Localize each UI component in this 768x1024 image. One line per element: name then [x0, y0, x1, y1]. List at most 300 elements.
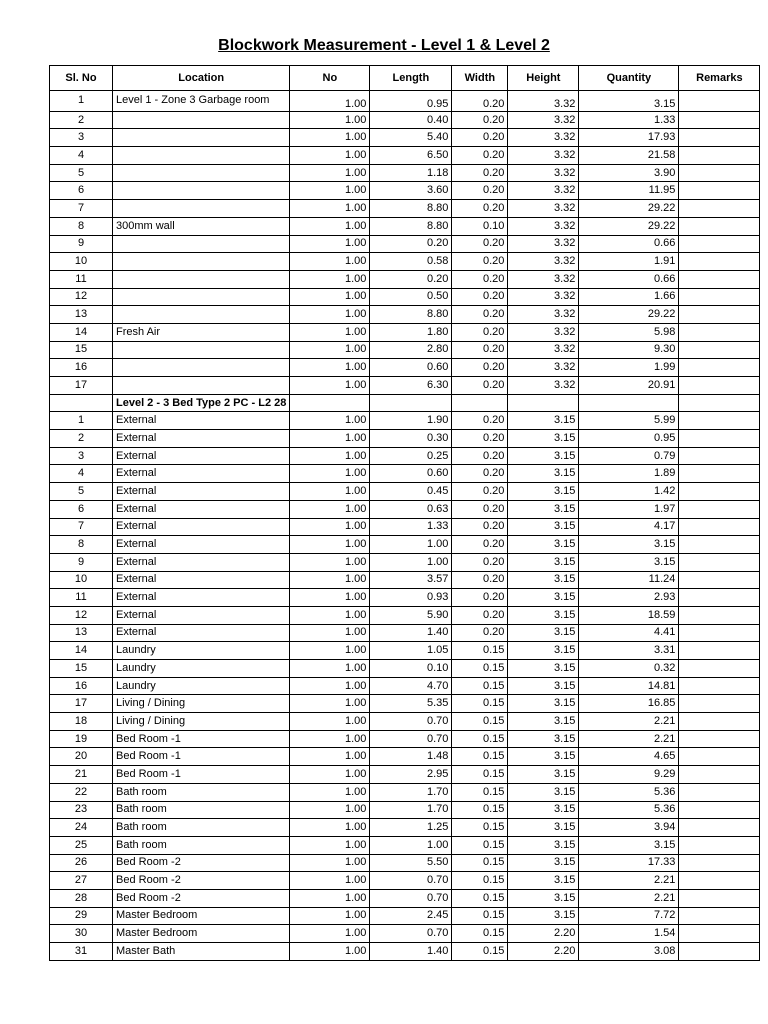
cell-no: 1.00	[290, 695, 370, 713]
cell-width: 0.15	[452, 783, 508, 801]
cell-quantity: 3.08	[579, 943, 679, 961]
cell-sl-no: 6	[50, 500, 113, 518]
cell-height: 3.15	[508, 783, 579, 801]
table-row	[50, 854, 760, 872]
cell-width: 0.15	[452, 889, 508, 907]
cell-location: Bath room	[113, 836, 290, 854]
cell-sl-no: 27	[50, 872, 113, 890]
table-row	[50, 200, 760, 218]
cell-remarks	[679, 907, 760, 925]
cell-width: 0.20	[452, 182, 508, 200]
cell-height: 3.15	[508, 907, 579, 925]
cell-location	[113, 288, 290, 306]
table-row	[50, 447, 760, 465]
cell-sl-no: 15	[50, 341, 113, 359]
cell-width: 0.20	[452, 91, 508, 112]
cell-quantity: 3.31	[579, 642, 679, 660]
table-row	[50, 536, 760, 554]
cell-location	[113, 270, 290, 288]
cell-height: 3.32	[508, 164, 579, 182]
cell-length: 0.50	[370, 288, 452, 306]
cell-no: 1.00	[290, 854, 370, 872]
cell-length: 1.18	[370, 164, 452, 182]
section-heading: Level 2 - 3 Bed Type 2 PC - L2 28	[113, 394, 290, 412]
cell-no: 1.00	[290, 359, 370, 377]
cell-sl-no	[50, 394, 113, 412]
cell-length: 0.40	[370, 111, 452, 129]
header-quantity: Quantity	[579, 66, 679, 91]
cell-height: 3.32	[508, 288, 579, 306]
cell-width: 0.15	[452, 677, 508, 695]
cell-sl-no: 17	[50, 695, 113, 713]
table-row	[50, 164, 760, 182]
cell-sl-no: 21	[50, 766, 113, 784]
cell-no: 1.00	[290, 713, 370, 731]
cell-location	[113, 164, 290, 182]
cell-remarks	[679, 147, 760, 165]
cell-width: 0.20	[452, 270, 508, 288]
cell-width: 0.15	[452, 907, 508, 925]
cell-length: 5.35	[370, 695, 452, 713]
table-row	[50, 377, 760, 395]
cell-location: External	[113, 624, 290, 642]
cell-no: 1.00	[290, 235, 370, 253]
cell-remarks	[679, 606, 760, 624]
cell-remarks	[679, 129, 760, 147]
cell-width: 0.20	[452, 377, 508, 395]
table-row	[50, 235, 760, 253]
cell-location: External	[113, 465, 290, 483]
cell-length: 4.70	[370, 677, 452, 695]
cell-no: 1.00	[290, 430, 370, 448]
cell-quantity: 1.66	[579, 288, 679, 306]
cell-remarks	[679, 783, 760, 801]
cell-no: 1.00	[290, 483, 370, 501]
cell-no: 1.00	[290, 730, 370, 748]
cell-location: Laundry	[113, 642, 290, 660]
cell-quantity: 3.90	[579, 164, 679, 182]
cell-height: 3.15	[508, 412, 579, 430]
cell-width: 0.20	[452, 129, 508, 147]
cell-length: 1.05	[370, 642, 452, 660]
cell-no: 1.00	[290, 200, 370, 218]
cell-no: 1.00	[290, 943, 370, 961]
cell-width: 0.20	[452, 323, 508, 341]
cell-remarks	[679, 377, 760, 395]
cell-length: 6.30	[370, 377, 452, 395]
cell-height: 3.32	[508, 235, 579, 253]
table-row	[50, 288, 760, 306]
table-row	[50, 323, 760, 341]
cell-length: 1.25	[370, 819, 452, 837]
cell-sl-no: 25	[50, 836, 113, 854]
table-row	[50, 783, 760, 801]
cell-quantity: 29.22	[579, 306, 679, 324]
cell-remarks	[679, 801, 760, 819]
cell-length: 0.20	[370, 270, 452, 288]
table-row	[50, 500, 760, 518]
cell-length: 0.70	[370, 925, 452, 943]
cell-sl-no: 24	[50, 819, 113, 837]
cell-remarks	[679, 748, 760, 766]
cell-height: 3.32	[508, 182, 579, 200]
cell-remarks	[679, 660, 760, 678]
cell-remarks	[679, 323, 760, 341]
cell-location: Level 1 - Zone 3 Garbage room	[113, 91, 290, 112]
cell-height: 3.32	[508, 323, 579, 341]
cell-quantity: 1.33	[579, 111, 679, 129]
cell-location: External	[113, 589, 290, 607]
cell-quantity: 9.29	[579, 766, 679, 784]
cell-location: Bed Room -1	[113, 748, 290, 766]
header-no: No	[290, 66, 370, 91]
cell-sl-no: 14	[50, 642, 113, 660]
cell-no: 1.00	[290, 819, 370, 837]
cell-location: Living / Dining	[113, 713, 290, 731]
cell-width: 0.15	[452, 872, 508, 890]
table-row	[50, 801, 760, 819]
cell-quantity: 5.98	[579, 323, 679, 341]
cell-width: 0.20	[452, 341, 508, 359]
cell-width: 0.15	[452, 713, 508, 731]
cell-remarks	[679, 447, 760, 465]
cell-height: 3.32	[508, 377, 579, 395]
cell-location	[113, 147, 290, 165]
cell-no: 1.00	[290, 783, 370, 801]
cell-height: 3.32	[508, 359, 579, 377]
cell-sl-no: 20	[50, 748, 113, 766]
cell-location: Bed Room -2	[113, 889, 290, 907]
cell-width: 0.20	[452, 589, 508, 607]
cell-width: 0.15	[452, 854, 508, 872]
cell-quantity: 4.65	[579, 748, 679, 766]
cell-width: 0.20	[452, 571, 508, 589]
cell-location	[113, 341, 290, 359]
cell-quantity: 2.21	[579, 889, 679, 907]
cell-remarks	[679, 465, 760, 483]
cell-quantity: 5.36	[579, 783, 679, 801]
section-heading-row	[50, 394, 760, 412]
cell-no: 1.00	[290, 589, 370, 607]
cell-width: 0.15	[452, 925, 508, 943]
cell-width: 0.20	[452, 164, 508, 182]
cell-sl-no: 4	[50, 465, 113, 483]
cell-height: 3.15	[508, 889, 579, 907]
cell-height: 3.32	[508, 111, 579, 129]
cell-sl-no: 26	[50, 854, 113, 872]
cell-no: 1.00	[290, 748, 370, 766]
cell-sl-no: 23	[50, 801, 113, 819]
cell-quantity: 3.15	[579, 836, 679, 854]
cell-remarks	[679, 341, 760, 359]
table-row	[50, 465, 760, 483]
cell-sl-no: 15	[50, 660, 113, 678]
table-row	[50, 677, 760, 695]
cell-remarks	[679, 713, 760, 731]
cell-no: 1.00	[290, 500, 370, 518]
cell-quantity: 16.85	[579, 695, 679, 713]
cell-length: 1.70	[370, 801, 452, 819]
cell-sl-no: 7	[50, 200, 113, 218]
cell-remarks	[679, 217, 760, 235]
cell-height: 3.15	[508, 642, 579, 660]
cell-location	[113, 111, 290, 129]
cell-length: 0.70	[370, 713, 452, 731]
cell-length: 0.70	[370, 872, 452, 890]
cell-length: 8.80	[370, 217, 452, 235]
cell-remarks	[679, 91, 760, 112]
table-row	[50, 217, 760, 235]
cell-sl-no: 18	[50, 713, 113, 731]
cell-location	[113, 129, 290, 147]
cell-height: 3.15	[508, 483, 579, 501]
cell-width: 0.15	[452, 801, 508, 819]
cell-length: 2.80	[370, 341, 452, 359]
cell-location: External	[113, 553, 290, 571]
cell-remarks	[679, 430, 760, 448]
cell-width: 0.20	[452, 553, 508, 571]
header-length: Length	[370, 66, 452, 91]
table-row	[50, 270, 760, 288]
cell-location: External	[113, 518, 290, 536]
table-row	[50, 518, 760, 536]
table-row	[50, 306, 760, 324]
cell-location	[113, 377, 290, 395]
cell-width: 0.15	[452, 730, 508, 748]
cell-empty	[579, 394, 679, 412]
cell-no: 1.00	[290, 553, 370, 571]
cell-quantity: 4.17	[579, 518, 679, 536]
cell-length: 0.60	[370, 465, 452, 483]
cell-remarks	[679, 306, 760, 324]
cell-length: 1.80	[370, 323, 452, 341]
cell-quantity: 20.91	[579, 377, 679, 395]
cell-width: 0.15	[452, 766, 508, 784]
cell-sl-no: 22	[50, 783, 113, 801]
cell-length: 2.95	[370, 766, 452, 784]
cell-width: 0.15	[452, 642, 508, 660]
cell-sl-no: 5	[50, 483, 113, 501]
cell-sl-no: 7	[50, 518, 113, 536]
cell-no: 1.00	[290, 147, 370, 165]
cell-length: 1.00	[370, 536, 452, 554]
header-location: Location	[113, 66, 290, 91]
cell-sl-no: 16	[50, 359, 113, 377]
cell-sl-no: 1	[50, 412, 113, 430]
cell-height: 3.15	[508, 695, 579, 713]
cell-quantity: 2.21	[579, 872, 679, 890]
cell-length: 8.80	[370, 306, 452, 324]
table-row	[50, 430, 760, 448]
cell-sl-no: 11	[50, 270, 113, 288]
cell-remarks	[679, 182, 760, 200]
cell-no: 1.00	[290, 447, 370, 465]
cell-height: 3.15	[508, 660, 579, 678]
cell-remarks	[679, 642, 760, 660]
cell-quantity: 21.58	[579, 147, 679, 165]
cell-no: 1.00	[290, 129, 370, 147]
cell-sl-no: 10	[50, 571, 113, 589]
table-row	[50, 606, 760, 624]
cell-no: 1.00	[290, 91, 370, 112]
cell-length: 0.10	[370, 660, 452, 678]
cell-quantity: 14.81	[579, 677, 679, 695]
cell-location: Bath room	[113, 783, 290, 801]
cell-location: Bath room	[113, 801, 290, 819]
cell-remarks	[679, 483, 760, 501]
cell-remarks	[679, 200, 760, 218]
cell-length: 1.00	[370, 836, 452, 854]
cell-length: 0.58	[370, 253, 452, 271]
cell-width: 0.20	[452, 253, 508, 271]
cell-length: 0.70	[370, 730, 452, 748]
cell-location: Bed Room -2	[113, 854, 290, 872]
table-row	[50, 695, 760, 713]
cell-length: 0.45	[370, 483, 452, 501]
cell-length: 2.45	[370, 907, 452, 925]
cell-remarks	[679, 925, 760, 943]
cell-width: 0.20	[452, 518, 508, 536]
cell-no: 1.00	[290, 253, 370, 271]
table-row	[50, 642, 760, 660]
cell-quantity: 0.95	[579, 430, 679, 448]
cell-quantity: 0.79	[579, 447, 679, 465]
cell-height: 2.20	[508, 925, 579, 943]
cell-height: 3.32	[508, 200, 579, 218]
cell-height: 3.32	[508, 91, 579, 112]
cell-height: 3.15	[508, 589, 579, 607]
cell-no: 1.00	[290, 836, 370, 854]
cell-location: 300mm wall	[113, 217, 290, 235]
cell-no: 1.00	[290, 288, 370, 306]
cell-remarks	[679, 872, 760, 890]
cell-width: 0.10	[452, 217, 508, 235]
cell-empty	[679, 394, 760, 412]
cell-width: 0.15	[452, 819, 508, 837]
cell-sl-no: 10	[50, 253, 113, 271]
cell-height: 3.15	[508, 447, 579, 465]
table-row	[50, 147, 760, 165]
cell-no: 1.00	[290, 518, 370, 536]
cell-sl-no: 30	[50, 925, 113, 943]
cell-remarks	[679, 836, 760, 854]
cell-no: 1.00	[290, 925, 370, 943]
cell-width: 0.15	[452, 836, 508, 854]
cell-width: 0.20	[452, 465, 508, 483]
cell-width: 0.20	[452, 359, 508, 377]
cell-no: 1.00	[290, 377, 370, 395]
cell-length: 0.20	[370, 235, 452, 253]
cell-no: 1.00	[290, 660, 370, 678]
cell-sl-no: 13	[50, 306, 113, 324]
cell-no: 1.00	[290, 766, 370, 784]
cell-quantity: 4.41	[579, 624, 679, 642]
cell-empty	[290, 394, 370, 412]
cell-height: 3.15	[508, 854, 579, 872]
cell-sl-no: 11	[50, 589, 113, 607]
cell-location: Bed Room -1	[113, 730, 290, 748]
cell-sl-no: 3	[50, 447, 113, 465]
cell-sl-no: 2	[50, 111, 113, 129]
cell-sl-no: 2	[50, 430, 113, 448]
cell-no: 1.00	[290, 182, 370, 200]
cell-width: 0.15	[452, 660, 508, 678]
cell-location: Laundry	[113, 677, 290, 695]
cell-empty	[370, 394, 452, 412]
cell-quantity: 17.33	[579, 854, 679, 872]
cell-length: 1.00	[370, 553, 452, 571]
cell-remarks	[679, 889, 760, 907]
cell-remarks	[679, 359, 760, 377]
cell-remarks	[679, 412, 760, 430]
cell-no: 1.00	[290, 872, 370, 890]
header-height: Height	[508, 66, 579, 91]
cell-no: 1.00	[290, 412, 370, 430]
cell-location	[113, 182, 290, 200]
cell-remarks	[679, 819, 760, 837]
cell-location: Fresh Air	[113, 323, 290, 341]
cell-location: Living / Dining	[113, 695, 290, 713]
cell-sl-no: 31	[50, 943, 113, 961]
table-row	[50, 341, 760, 359]
cell-height: 3.15	[508, 730, 579, 748]
cell-location: Bed Room -1	[113, 766, 290, 784]
cell-no: 1.00	[290, 889, 370, 907]
cell-remarks	[679, 571, 760, 589]
table-row	[50, 889, 760, 907]
table-row	[50, 943, 760, 961]
table-row	[50, 483, 760, 501]
cell-quantity: 11.24	[579, 571, 679, 589]
table-row	[50, 182, 760, 200]
cell-width: 0.20	[452, 200, 508, 218]
cell-length: 3.57	[370, 571, 452, 589]
cell-quantity: 2.93	[579, 589, 679, 607]
cell-height: 3.15	[508, 536, 579, 554]
cell-length: 6.50	[370, 147, 452, 165]
table-row	[50, 836, 760, 854]
cell-remarks	[679, 270, 760, 288]
cell-quantity: 1.99	[579, 359, 679, 377]
cell-length: 0.25	[370, 447, 452, 465]
table-row	[50, 624, 760, 642]
cell-length: 0.93	[370, 589, 452, 607]
cell-height: 3.32	[508, 270, 579, 288]
cell-quantity: 2.21	[579, 730, 679, 748]
cell-quantity: 2.21	[579, 713, 679, 731]
cell-sl-no: 19	[50, 730, 113, 748]
cell-width: 0.15	[452, 695, 508, 713]
cell-no: 1.00	[290, 642, 370, 660]
cell-no: 1.00	[290, 217, 370, 235]
cell-width: 0.20	[452, 111, 508, 129]
cell-length: 5.50	[370, 854, 452, 872]
cell-sl-no: 8	[50, 536, 113, 554]
cell-width: 0.20	[452, 306, 508, 324]
cell-width: 0.15	[452, 943, 508, 961]
cell-quantity: 7.72	[579, 907, 679, 925]
cell-sl-no: 5	[50, 164, 113, 182]
cell-quantity: 5.36	[579, 801, 679, 819]
cell-sl-no: 29	[50, 907, 113, 925]
table-row	[50, 129, 760, 147]
cell-location: External	[113, 500, 290, 518]
cell-location	[113, 253, 290, 271]
cell-location: Bed Room -2	[113, 872, 290, 890]
table-row	[50, 925, 760, 943]
cell-quantity: 1.42	[579, 483, 679, 501]
cell-width: 0.20	[452, 147, 508, 165]
